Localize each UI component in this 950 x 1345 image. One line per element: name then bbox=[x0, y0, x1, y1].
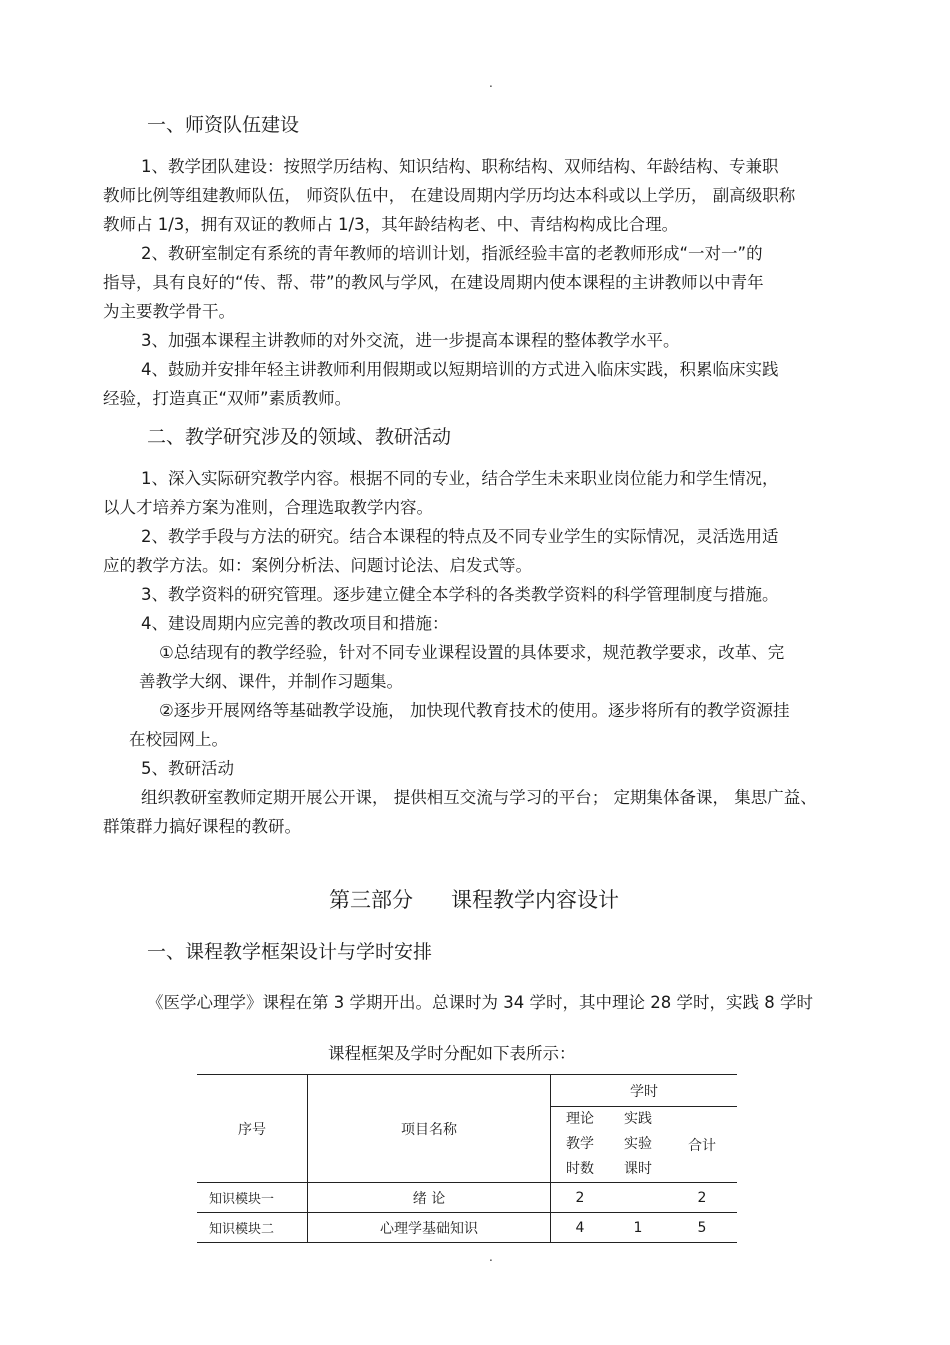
section2-line: 应的教学方法。如：案例分析法、问题讨论法、启发式等。 bbox=[103, 556, 532, 575]
section2-line: 3、教学资料的研究管理。逐步建立健全本学科的各类教学资料的科学管理制度与措施。 bbox=[141, 585, 779, 604]
table-row bbox=[197, 1183, 737, 1213]
section1-line: 1、教学团队建设：按照学历结构、知识结构、职称结构、双师结构、年龄结构、专兼职 bbox=[141, 157, 779, 176]
section2-heading: 二、教学研究涉及的领域、教研活动 bbox=[147, 426, 452, 448]
row-practice bbox=[609, 1183, 667, 1213]
page-mark-top: . bbox=[489, 76, 493, 90]
section1-line: 4、鼓励并安排年轻主讲教师利用假期或以短期培训的方式进入临床实践，积累临床实践 bbox=[141, 360, 779, 379]
col-header-practice bbox=[609, 1107, 667, 1183]
section2-line: 在校园网上。 bbox=[129, 730, 228, 749]
section2-line: 组织教研室教师定期开展公开课， 提供相互交流与学习的平台； 定期集体备课， 集思广益、 bbox=[141, 788, 817, 807]
col-header-hours-group: 学时 bbox=[551, 1075, 738, 1107]
hours-table bbox=[197, 1074, 737, 1243]
col-header-practice-line: 实验 bbox=[624, 1136, 652, 1152]
row-practice: 1 bbox=[609, 1213, 667, 1243]
section2-line: 2、教学手段与方法的研究。结合本课程的特点及不同专业学生的实际情况，灵活选用适 bbox=[141, 527, 779, 546]
section1-line: 教师占 1/3，拥有双证的教师占 1/3，其年龄结构老、中、青结构构成比合理。 bbox=[103, 215, 679, 234]
row-total: 5 bbox=[667, 1213, 737, 1243]
section2-line: ②逐步开展网络等基础教学设施， 加快现代教育技术的使用。逐步将所有的教学资源挂 bbox=[159, 701, 790, 720]
part3-title bbox=[329, 884, 619, 914]
col-header-practice-line: 课时 bbox=[624, 1161, 652, 1177]
row-theory: 4 bbox=[551, 1213, 610, 1243]
section2-line: ①总结现有的教学经验，针对不同专业课程设置的具体要求，规范教学要求，改革、完 bbox=[159, 643, 785, 662]
section1-line: 2、教研室制定有系统的青年教师的培训计划，指派经验丰富的老教师形成“一对一”的 bbox=[141, 244, 763, 263]
table-caption: 课程框架及学时分配如下表所示： bbox=[328, 1044, 576, 1063]
part3-heading: 一、课程教学框架设计与学时安排 bbox=[147, 941, 433, 963]
part3-title-name: 课程教学内容设计 bbox=[451, 888, 619, 912]
row-total: 2 bbox=[667, 1183, 737, 1213]
section1-line: 教师比例等组建教师队伍， 师资队伍中， 在建设周期内学历均达本科或以上学历， 副高级职称 bbox=[103, 186, 796, 205]
part3-intro: 《医学心理学》课程在第 3 学期开出。总课时为 34 学时，其中理论 28 学时，实践 8 学时 bbox=[147, 993, 813, 1012]
col-header-practice-line: 实践 bbox=[624, 1111, 652, 1127]
section2-line: 以人才培养方案为准则，合理选取教学内容。 bbox=[103, 498, 433, 517]
col-header-theory-line: 教学 bbox=[566, 1136, 594, 1152]
col-header-no: 序号 bbox=[197, 1075, 308, 1183]
section1-line: 为主要教学骨干。 bbox=[103, 302, 235, 321]
section2-line: 1、深入实际研究教学内容。根据不同的专业，结合学生未来职业岗位能力和学生情况， bbox=[141, 469, 779, 488]
row-theory: 2 bbox=[551, 1183, 610, 1213]
row-no: 知识模块一 bbox=[197, 1183, 308, 1213]
col-header-theory bbox=[551, 1107, 610, 1183]
col-header-name: 项目名称 bbox=[308, 1075, 551, 1183]
section2-line: 4、建设周期内应完善的教改项目和措施： bbox=[141, 614, 449, 633]
row-name: 绪 论 bbox=[308, 1183, 551, 1213]
section2-line: 群策群力搞好课程的教研。 bbox=[103, 817, 301, 836]
col-header-total: 合计 bbox=[688, 1137, 716, 1154]
section1-line: 指导，具有良好的“传、帮、带”的教风与学风，在建设周期内使本课程的主讲教师以中青年 bbox=[103, 273, 764, 292]
col-header-theory-line: 时数 bbox=[566, 1161, 594, 1177]
row-no: 知识模块二 bbox=[197, 1213, 308, 1243]
page-mark-bottom: . bbox=[489, 1250, 493, 1264]
table-row bbox=[197, 1213, 737, 1243]
section1-heading: 一、师资队伍建设 bbox=[147, 114, 300, 136]
section1-line: 3、加强本课程主讲教师的对外交流，进一步提高本课程的整体教学水平。 bbox=[141, 331, 680, 350]
section1-line: 经验，打造真正“双师”素质教师。 bbox=[103, 389, 352, 408]
section2-line: 善教学大纲、课件，并制作习题集。 bbox=[139, 672, 403, 691]
section2-line: 5、教研活动 bbox=[141, 759, 234, 778]
row-name: 心理学基础知识 bbox=[308, 1213, 551, 1243]
part3-title-part: 第三部分 bbox=[329, 888, 413, 912]
col-header-theory-line: 理论 bbox=[566, 1111, 594, 1127]
